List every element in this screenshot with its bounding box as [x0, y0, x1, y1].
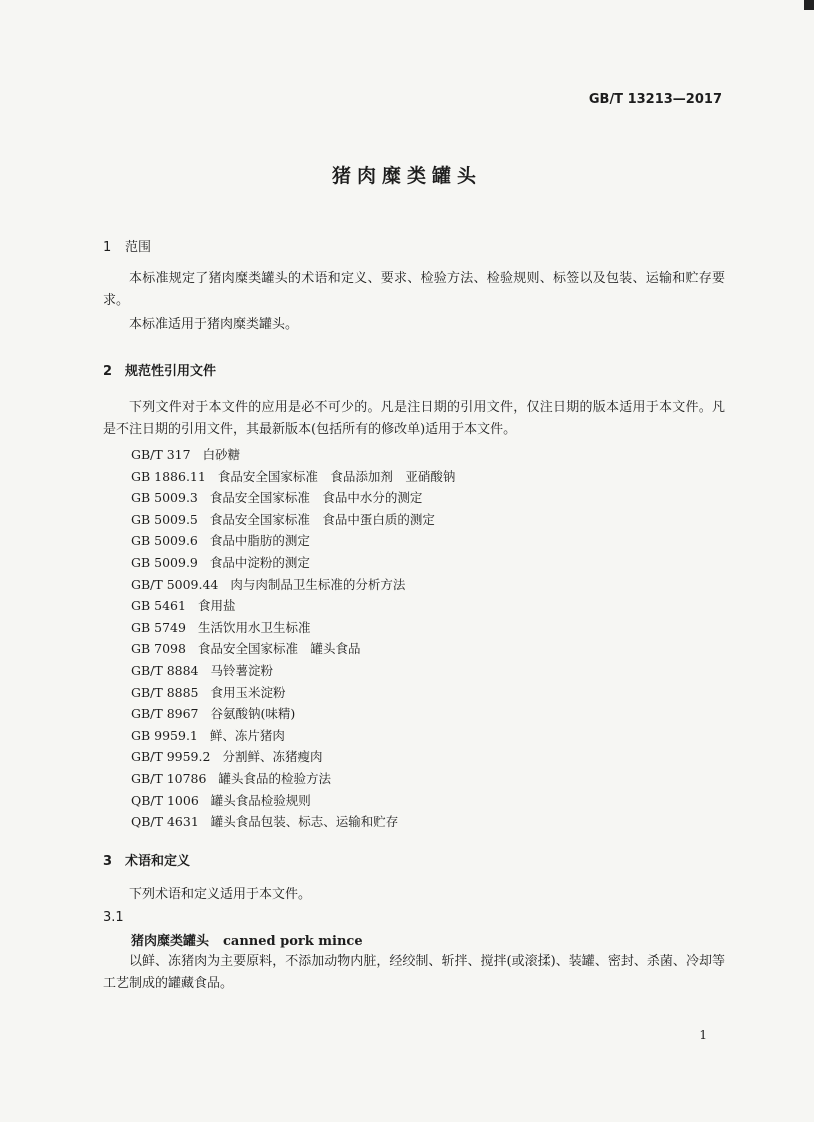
reference-item — [131, 595, 455, 617]
section-number: 3 — [103, 854, 113, 869]
reference-title: 食品安全国家标准 食品中水分的测定 — [209, 490, 423, 506]
reference-item — [131, 811, 455, 833]
reference-item — [131, 638, 455, 660]
reference-title: 生活饮用水卫生标准 — [197, 619, 311, 635]
reference-code: GB 5749 — [131, 619, 186, 635]
reference-item — [131, 790, 455, 812]
section-1-heading — [103, 236, 151, 255]
reference-code: GB 5461 — [131, 598, 186, 614]
reference-item — [131, 703, 455, 725]
reference-title: 食品安全国家标准 食品添加剂 亚硝酸钠 — [217, 468, 456, 484]
clause-number: 3.1 — [103, 910, 124, 925]
reference-code: GB/T 317 — [131, 447, 191, 462]
section-number: 2 — [103, 364, 113, 379]
reference-code: QB/T 4631 — [131, 814, 199, 830]
reference-item — [131, 725, 455, 747]
section-title: 范围 — [125, 240, 152, 255]
scope-paragraph-2: 本标准适用于猪肉糜类罐头。 — [129, 317, 299, 332]
reference-item — [131, 509, 455, 531]
reference-code: GB 9959.1 — [131, 727, 198, 743]
term-english: canned pork mince — [223, 934, 363, 949]
reference-code: GB 5009.6 — [131, 533, 198, 549]
section-3-heading — [103, 850, 190, 869]
reference-title: 罐头食品包装、标志、运输和贮存 — [210, 814, 399, 830]
section-title: 术语和定义 — [125, 854, 191, 869]
reference-code: GB 1886.11 — [131, 468, 206, 484]
references-intro: 下列文件对于本文件的应用是必不可少的。凡是注日期的引用文件，仅注日期的版本适用于本文件。凡是不注日期的引用文件，其最新版本(包括所有的修改单)适用于本文件。 — [103, 400, 725, 437]
reference-item — [131, 660, 455, 682]
reference-title: 食品安全国家标准 食品中蛋白质的测定 — [209, 511, 435, 527]
scope-paragraph-1: 本标准规定了猪肉糜类罐头的术语和定义、要求、检验方法、检验规则、标签以及包装、运输和贮存要求。 — [103, 271, 725, 308]
reference-code: GB 5009.5 — [131, 511, 198, 527]
term-chinese: 猪肉糜类罐头 — [131, 934, 210, 949]
section-title: 规范性引用文件 — [125, 364, 217, 379]
reference-item — [131, 552, 455, 574]
scan-corner-mark — [804, 0, 814, 10]
reference-item — [131, 574, 455, 596]
term-definition: 以鲜、冻猪肉为主要原料，不添加动物内脏，经绞制、斩拌、搅拌(或滚揉)、装罐、密封、杀菌、冷却等工艺制成的罐藏食品。 — [103, 954, 725, 991]
reference-item — [131, 682, 455, 704]
reference-item — [131, 444, 455, 466]
term-entry — [131, 930, 363, 949]
reference-code: GB 5009.9 — [131, 554, 198, 570]
reference-code: GB 7098 — [131, 641, 186, 657]
reference-item — [131, 768, 455, 790]
reference-title: 食品中脂肪的测定 — [209, 533, 310, 549]
section-number: 1 — [103, 240, 112, 255]
reference-code: GB/T 8885 — [131, 684, 199, 700]
reference-item — [131, 617, 455, 639]
section-2-heading — [103, 360, 216, 379]
reference-title: 马铃薯淀粉 — [210, 662, 274, 678]
document-title: 猪肉糜类罐头 — [331, 165, 482, 187]
reference-item — [131, 466, 455, 488]
reference-item — [131, 530, 455, 552]
reference-code: GB/T 8884 — [131, 662, 199, 678]
reference-title: 食用盐 — [197, 598, 236, 614]
reference-item — [131, 746, 455, 768]
reference-code: GB 5009.3 — [131, 490, 198, 506]
reference-list — [131, 444, 455, 833]
reference-code: GB/T 9959.2 — [131, 749, 211, 765]
reference-code: QB/T 1006 — [131, 792, 199, 808]
reference-title: 罐头食品检验规则 — [210, 792, 311, 808]
reference-code: GB/T 5009.44 — [131, 576, 219, 592]
standard-code: GB/T 13213—2017 — [588, 92, 722, 107]
reference-code: GB/T 10786 — [131, 770, 207, 786]
reference-item — [131, 487, 455, 509]
reference-title: 食用玉米淀粉 — [210, 684, 286, 700]
reference-title: 白砂糖 — [202, 447, 241, 462]
reference-title: 分割鲜、冻猪瘦肉 — [222, 749, 323, 765]
reference-title: 谷氨酸钠(味精) — [210, 706, 296, 722]
reference-title: 食品安全国家标准 罐头食品 — [197, 641, 361, 657]
reference-code: GB/T 8967 — [131, 706, 199, 722]
reference-title: 鲜、冻片猪肉 — [209, 727, 285, 743]
terms-intro: 下列术语和定义适用于本文件。 — [129, 887, 312, 902]
page-number: 1 — [699, 1028, 707, 1042]
reference-title: 肉与肉制品卫生标准的分析方法 — [230, 576, 406, 592]
reference-title: 食品中淀粉的测定 — [209, 554, 310, 570]
reference-title: 罐头食品的检验方法 — [218, 770, 331, 786]
